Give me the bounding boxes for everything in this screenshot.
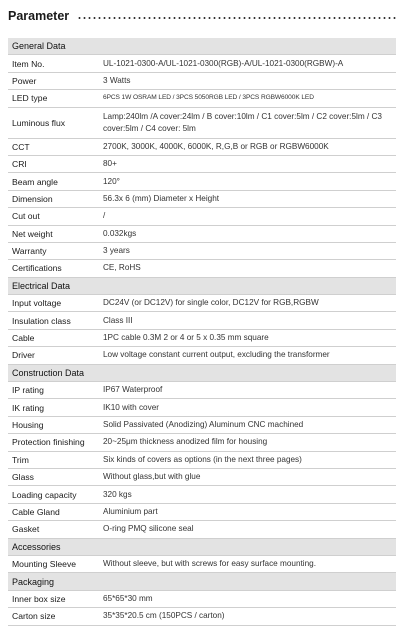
table-row [8, 382, 396, 399]
table-row [8, 155, 396, 172]
table-row [8, 295, 396, 312]
row-value: 20~25μm thickness anodized film for housing [99, 434, 396, 451]
row-label: Trim [8, 451, 99, 468]
section-header-accessories [8, 538, 396, 555]
table-row [8, 451, 396, 468]
row-label: Housing [8, 416, 99, 433]
row-value: Solid Passivated (Anodizing) Aluminum CNC machined [99, 416, 396, 433]
row-label: Certifications [8, 260, 99, 277]
row-label: Mounting Sleeve [8, 555, 99, 572]
row-value: 1PC cable 0.3M 2 or 4 or 5 x 0.35 mm square [99, 329, 396, 346]
section-header-electrical [8, 277, 396, 294]
table-row [8, 468, 396, 485]
section-title: Packaging [8, 573, 396, 590]
table-row [8, 225, 396, 242]
table-row [8, 416, 396, 433]
table-row [8, 486, 396, 503]
table-row [8, 399, 396, 416]
row-label: LED type [8, 90, 99, 107]
dotted-leader [77, 17, 398, 19]
section-header-general [8, 38, 396, 55]
table-row [8, 329, 396, 346]
table-row [8, 521, 396, 538]
table-row [8, 190, 396, 207]
row-value: Lamp:240lm /A cover:24lm / B cover:10lm / C1 cover:5lm / C2 cover:5lm / C3 cover:5lm / C4 cover: 5lm [99, 107, 396, 138]
table-row [8, 555, 396, 572]
row-value: / [99, 208, 396, 225]
table-row [8, 138, 396, 155]
table-row [8, 55, 396, 72]
row-value: 3 years [99, 242, 396, 259]
table-row [8, 208, 396, 225]
row-value: IK10 with cover [99, 399, 396, 416]
row-value: Without glass,but with glue [99, 468, 396, 485]
row-label: Carton size [8, 608, 99, 625]
row-label: Item No. [8, 55, 99, 72]
row-value: O-ring PMQ silicone seal [99, 521, 396, 538]
row-value: 320 kgs [99, 486, 396, 503]
table-row [8, 242, 396, 259]
page-title: Parameter [8, 9, 70, 23]
row-label: Insulation class [8, 312, 99, 329]
row-value: 6PCS 1W OSRAM LED / 3PCS 5050RGB LED / 3PCS RGBW6000K LED [99, 90, 396, 107]
row-label: Driver [8, 347, 99, 364]
row-label: Beam angle [8, 173, 99, 190]
row-label: Protection finishing [8, 434, 99, 451]
row-label: Dimension [8, 190, 99, 207]
row-label: Cable [8, 329, 99, 346]
table-row [8, 90, 396, 107]
section-header-packaging [8, 573, 396, 590]
section-title: Electrical Data [8, 277, 396, 294]
row-value: CE, RoHS [99, 260, 396, 277]
row-value: 3 Watts [99, 72, 396, 89]
row-value: 56.3x 6 (mm) Diameter x Height [99, 190, 396, 207]
row-value: 120° [99, 173, 396, 190]
parameter-header [8, 4, 398, 28]
row-label: Glass [8, 468, 99, 485]
table-row [8, 312, 396, 329]
row-label: Input voltage [8, 295, 99, 312]
row-label: Luminous flux [8, 107, 99, 138]
table-row [8, 107, 396, 138]
row-value: 65*65*30 mm [99, 590, 396, 607]
table-row [8, 503, 396, 520]
row-value: UL-1021-0300-A/UL-1021-0300(RGB)-A/UL-1021-0300(RGBW)-A [99, 55, 396, 72]
section-title: General Data [8, 38, 396, 55]
table-row [8, 173, 396, 190]
row-value: IP67 Waterproof [99, 382, 396, 399]
row-value: DC24V (or DC12V) for single color, DC12V for RGB,RGBW [99, 295, 396, 312]
row-value: 2700K, 3000K, 4000K, 6000K, R,G,B or RGB or RGBW6000K [99, 138, 396, 155]
row-label: Cut out [8, 208, 99, 225]
section-title: Accessories [8, 538, 396, 555]
row-label: Cable Gland [8, 503, 99, 520]
table-row [8, 434, 396, 451]
row-label: Warranty [8, 242, 99, 259]
table-row [8, 72, 396, 89]
table-row [8, 347, 396, 364]
row-value: Without sleeve, but with screws for easy surface mounting. [99, 555, 396, 572]
table-row [8, 260, 396, 277]
row-label: Power [8, 72, 99, 89]
row-label: IP rating [8, 382, 99, 399]
row-label: CRI [8, 155, 99, 172]
section-header-construction [8, 364, 396, 381]
row-label: IK rating [8, 399, 99, 416]
row-value: 35*35*20.5 cm (150PCS / carton) [99, 608, 396, 625]
row-value: Low voltage constant current output, excluding the transformer [99, 347, 396, 364]
table-row [8, 590, 396, 607]
row-value: Class III [99, 312, 396, 329]
row-label: Gasket [8, 521, 99, 538]
row-label: Inner box size [8, 590, 99, 607]
row-label: Net weight [8, 225, 99, 242]
row-label: Loading capacity [8, 486, 99, 503]
section-title: Construction Data [8, 364, 396, 381]
row-value: 0.032kgs [99, 225, 396, 242]
table-row [8, 608, 396, 625]
row-value: Six kinds of covers as options (in the next three pages) [99, 451, 396, 468]
row-value: 80+ [99, 155, 396, 172]
spec-table [8, 38, 396, 626]
row-label: CCT [8, 138, 99, 155]
row-value: Aluminium part [99, 503, 396, 520]
